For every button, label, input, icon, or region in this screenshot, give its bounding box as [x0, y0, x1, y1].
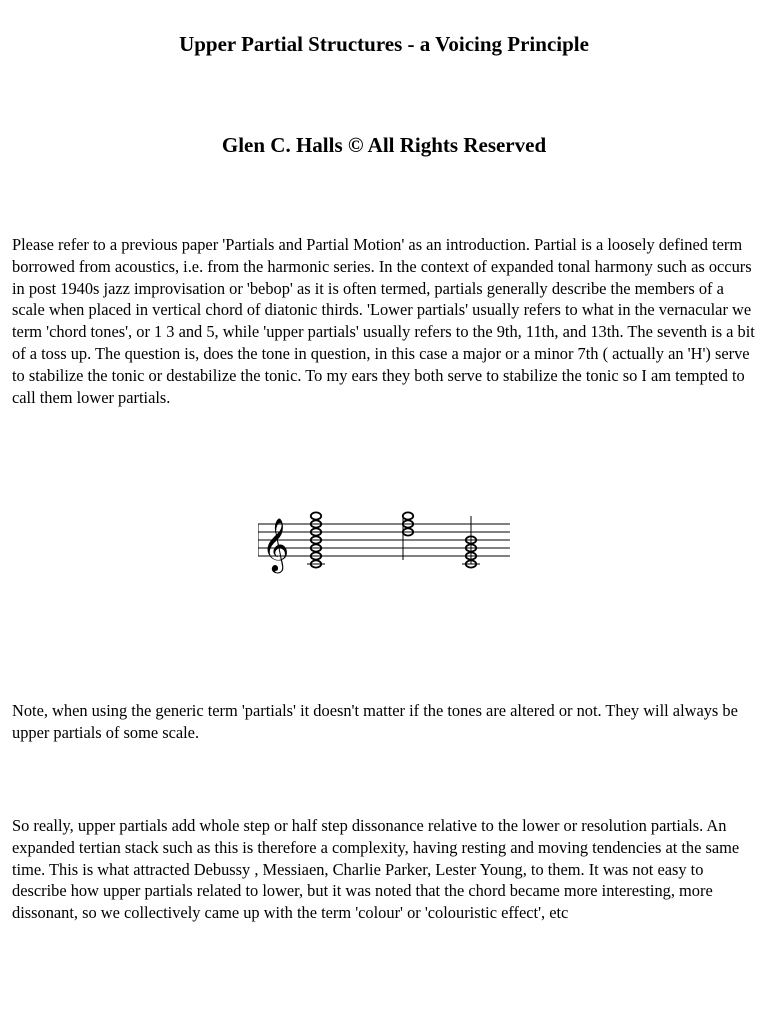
- conclusion-paragraph: So really, upper partials add whole step or half step dissonance relative to the lower or resolution partials. An expanded tertian stack such as this is therefore a complexity, having resting and moving tendencies at the same time. This is what attracted Debussy , Messiaen, Charlie Parker, Lester Young, to them. It was not easy to describe how upper partials related to lower, but it was noted that the chord became more interesting, more dissonant, so we collectively came up with the term 'colour' or 'colouristic effect', etc: [12, 816, 740, 923]
- music-staff: [258, 506, 510, 578]
- treble-clef-icon: [262, 517, 289, 573]
- whole-note: [311, 512, 321, 519]
- note-paragraph: Note, when using the generic term 'partials' it doesn't matter if the tones are altered or not. They will always be upper partials of some scale.: [12, 701, 738, 742]
- svg-text:𝄞: 𝄞: [262, 517, 290, 571]
- music-example: [258, 506, 510, 578]
- author-line: Glen C. Halls © All Rights Reserved: [221, 133, 547, 157]
- page-title: Upper Partial Structures - a Voicing Principle: [179, 32, 589, 56]
- intro-paragraph: Please refer to a previous paper 'Partials and Partial Motion' as an introduction. Partial is a loosely defined term borrowed from acoustics, i.e. from the harmonic series. In the context of expanded tonal harmony such as occurs in post 1940s jazz improvisation or 'bebop' as it is often termed, partials generally describe the members of a scale when placed in vertical chord of diatonic thirds. 'Lower partials' usually refers to what in the vernacular we term 'chord tones', or 1 3 and 5, while 'upper partials' usually refers to the 9th, 11th, and 13th. The seventh is a bit of a toss up. The question is, does the tone in question, in this case a major or a minor 7th ( actually an 'H') serve to stabilize the tonic or destabilize the tonic. To my ears they both serve to stabilize the tonic so I am tempted to call them lower partials.: [12, 235, 755, 407]
- whole-note: [403, 512, 413, 519]
